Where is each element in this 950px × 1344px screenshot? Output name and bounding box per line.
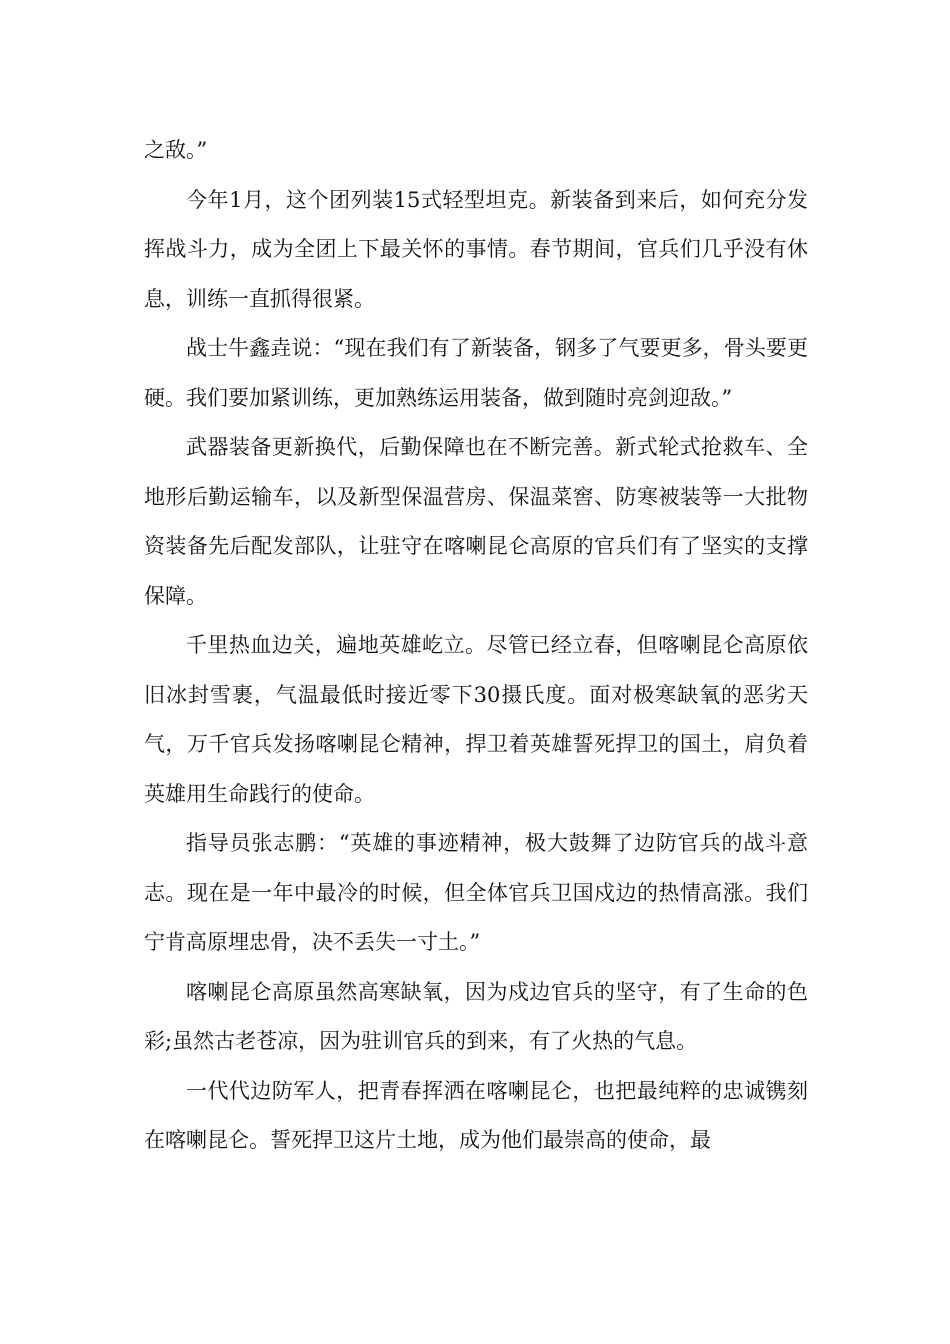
paragraph-1: 之敌。”: [144, 138, 208, 162]
paragraph-8: 一代代边防军人，把青春挥洒在喀喇昆仑，也把最纯粹的忠诚镌刻在喀喇昆仑。誓死捍卫这片土地，成为他们最崇高的使命，最: [144, 1078, 808, 1152]
paragraph-3: 战士牛鑫垚说：“现在我们有了新装备，钢多了气要更多，骨头要更硬。我们要加紧训练，更加熟练运用装备，做到随时亮剑迎敌。”: [144, 336, 808, 410]
paragraph-6: 指导员张志鹏：“英雄的事迹精神，极大鼓舞了边防官兵的战斗意志。现在是一年中最冷的时候，但全体官兵卫国戍边的热情高涨。我们宁肯高原埋忠骨，决不丢失一寸土。”: [144, 831, 808, 954]
paragraph-4: 武器装备更新换代，后勤保障也在不断完善。新式轮式抢救车、全地形后勤运输车，以及新型保温营房、保温菜窖、防寒被装等一大批物资装备先后配发部队，让驻守在喀喇昆仑高原的官兵们有了坚实的支撑保障。: [144, 435, 808, 608]
paragraph-2: 今年1月，这个团列装15式轻型坦克。新装备到来后，如何充分发挥战斗力，成为全团上下最关怀的事情。春节期间，官兵们几乎没有休息，训练一直抓得很紧。: [144, 187, 808, 311]
paragraph-7: 喀喇昆仑高原虽然高寒缺氧，因为戍边官兵的坚守，有了生命的色彩;虽然古老苍凉，因为驻训官兵的到来，有了火热的气息。: [144, 979, 808, 1053]
article-body: [144, 126, 808, 1166]
paragraph-5: 千里热血边关，遍地英雄屹立。尽管已经立春，但喀喇昆仑高原依旧冰封雪裹，气温最低时接近零下30摄氏度。面对极寒缺氧的恶劣天气，万千官兵发扬喀喇昆仑精神，捍卫着英雄誓死捍卫的国土，肩负着英雄用生命践行的使命。: [144, 633, 808, 806]
